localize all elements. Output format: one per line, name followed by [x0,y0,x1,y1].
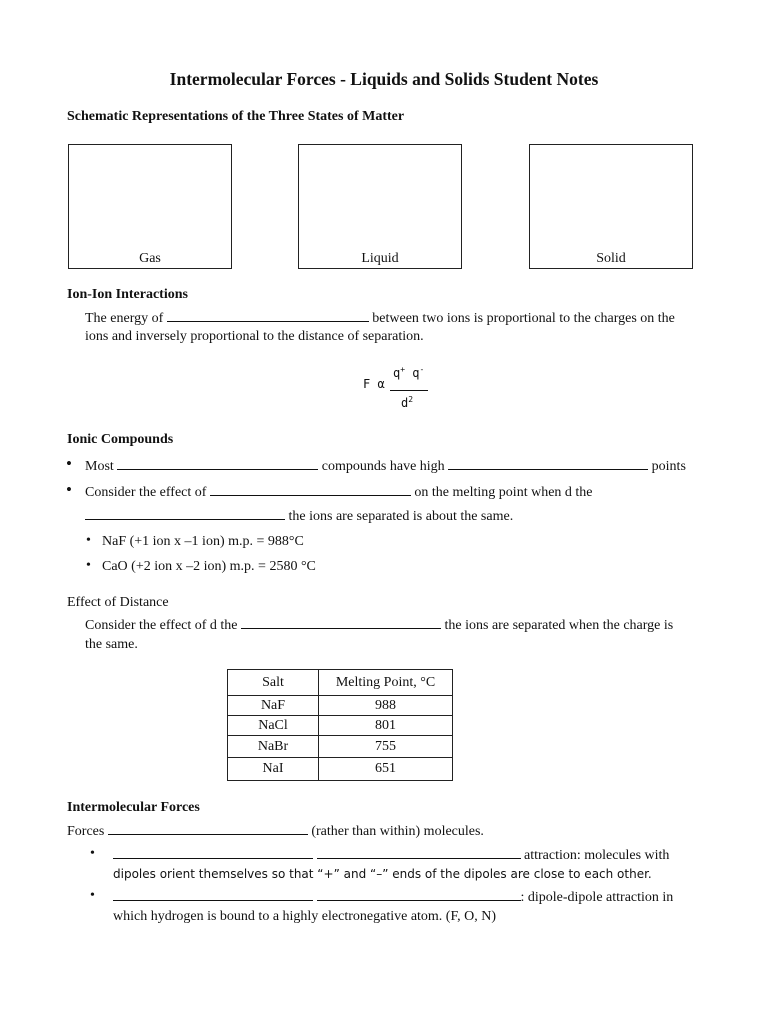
text: Forces [67,824,105,839]
blank-forces[interactable] [108,823,308,835]
blank-energy[interactable] [167,310,369,322]
q2: q [412,366,420,380]
imf-bullet-2 [113,889,673,906]
melting-point-table [227,669,453,781]
gas-label: Gas [139,251,161,266]
bullet-icon: • [86,558,91,573]
text: Most [85,459,114,474]
text: compounds have high [321,459,445,474]
salt-cell: NaF [228,696,319,716]
blank-hbond-1[interactable] [113,889,313,901]
ionic-sub-1: NaF (+1 ion x –1 ion) m.p. = 988°C [102,534,304,549]
imf-bullet-1 [113,847,669,864]
text: the ions are separated is about the same. [288,509,514,524]
text: The energy of [85,311,164,326]
blank-compounds[interactable] [117,458,318,470]
mp-cell: 651 [319,758,453,781]
table-row [228,758,453,781]
liquid-box [298,144,462,269]
mp-cell: 988 [319,696,453,716]
exp: 2 [408,395,414,404]
ionic-sub-2: CaO (+2 ion x –2 ion) m.p. = 2580 °C [102,559,316,574]
q1: q [393,366,401,380]
ionic-bullet-2 [85,484,593,501]
ionic-heading: Ionic Compounds [67,432,174,447]
schematic-heading: Schematic Representations of the Three States of Matter [67,109,405,124]
text: (rather than within) molecules. [311,824,484,839]
formula-denominator [401,395,413,410]
fraction-bar [390,390,428,391]
text: Consider the effect of d the [85,618,238,633]
blank-effect[interactable] [210,484,411,496]
text: attraction: molecules with [524,848,670,863]
bullet-icon: • [90,888,95,903]
table-header-row [228,670,453,696]
table-row [228,716,453,736]
d: d [401,396,409,410]
text: the ions are separated when the charge is [444,618,674,633]
sup-plus: + [400,365,406,374]
blank-points[interactable] [448,458,648,470]
bullet-icon: • [66,454,72,473]
distance-line-1 [85,617,673,634]
page-title: Intermolecular Forces - Liquids and Solids Student Notes [169,69,599,89]
table-row [228,736,453,758]
ion-ion-line-2: ions and inversely proportional to the distance of separation. [85,329,424,344]
sup-minus: - [419,365,425,374]
blank-distance-effect[interactable] [241,617,441,629]
ion-ion-line-1 [85,310,675,327]
text: points [651,459,686,474]
bullet-icon: • [66,480,72,499]
blank-hbond-2[interactable] [317,889,521,901]
solid-label: Solid [596,251,626,266]
header-salt: Salt [228,670,319,696]
header-melting-point: Melting Point, °C [319,670,453,696]
formula-lhs: F α [363,377,385,391]
blank-distance[interactable] [85,508,285,520]
salt-cell: NaI [228,758,319,781]
salt-cell: NaBr [228,736,319,758]
mp-cell: 801 [319,716,453,736]
solid-box [529,144,693,269]
text: Consider the effect of [85,485,207,500]
ionic-bullet-2-line-2 [85,508,513,525]
ionic-bullet-1 [85,458,686,475]
formula-numerator [393,365,424,380]
table-row [228,696,453,716]
bullet-icon: • [86,533,91,548]
distance-heading: Effect of Distance [67,595,169,610]
text: on the melting point when d the [414,485,593,500]
gas-box [68,144,232,269]
imf-bullet-1-line-2: dipoles orient themselves so that “+” and “–” ends of the dipoles are close to each other. [113,867,652,881]
imf-bullet-2-line-2: which hydrogen is bound to a highly electronegative atom. (F, O, N) [113,909,497,924]
imf-heading: Intermolecular Forces [67,800,200,815]
bullet-icon: • [90,846,95,861]
blank-dipole-2[interactable] [317,847,521,859]
mp-cell: 755 [319,736,453,758]
text: : dipole-dipole attraction in [520,890,674,905]
salt-cell: NaCl [228,716,319,736]
text: between two ions is proportional to the charges on the [372,311,675,326]
blank-dipole-1[interactable] [113,847,313,859]
liquid-label: Liquid [361,251,399,266]
imf-line-1 [67,823,484,840]
distance-line-2: the same. [85,637,138,652]
ion-ion-heading: Ion-Ion Interactions [67,287,188,302]
